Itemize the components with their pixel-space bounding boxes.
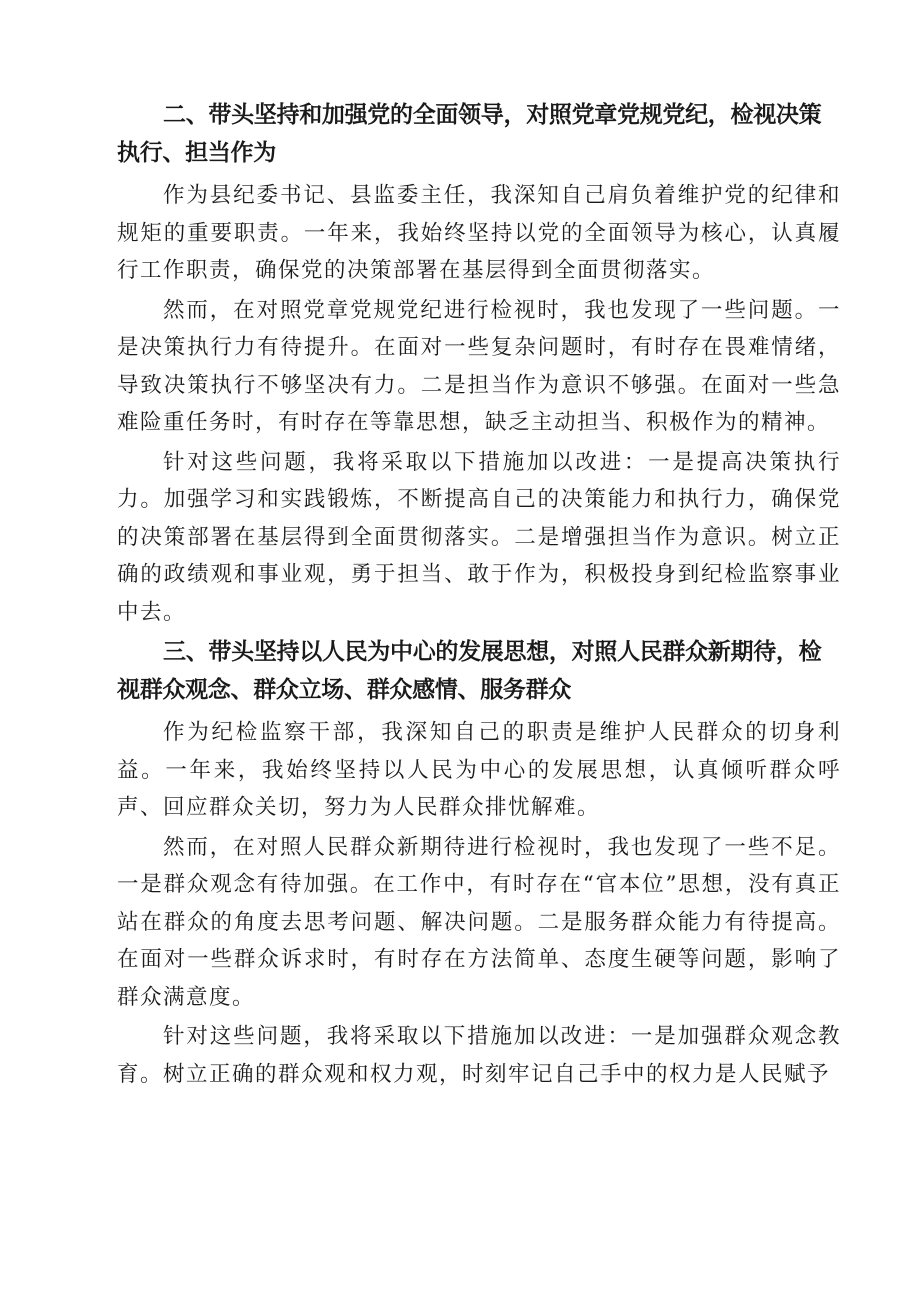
paragraph: 然而，在对照人民群众新期待进行检视时，我也发现了一些不足。一是群众观念有待加强。在工作中，有时存在“官本位”思想，没有真正站在群众的角度去思考问题、解决问题。二是服务群众能力有待提高。在面对一些群众诉求时，有时存在方法简单、态度生硬等问题，影响了群众满意度。 xyxy=(117,834,841,1010)
paragraph: 作为纪检监察干部，我深知自己的职责是维护人民群众的切身利益。一年来，我始终坚持以人民为中心的发展思想，认真倾听群众呼声、回应群众关切，努力为人民群众排忧解难。 xyxy=(117,720,841,820)
section-heading: 二、带头坚持和加强党的全面领导，对照党章党规党纪，检视决策执行、担当作为 xyxy=(117,102,822,166)
section-two xyxy=(117,96,841,631)
section-heading: 三、带头坚持以人民为中心的发展思想，对照人民群众新期待，检视群众观念、群众立场、群众感情、服务群众 xyxy=(117,639,822,703)
paragraph: 针对这些问题，我将采取以下措施加以改进：一是提高决策执行力。加强学习和实践锻炼，不断提高自己的决策能力和执行力，确保党的决策部署在基层得到全面贯彻落实。二是增强担当作为意识。树立正确的政绩观和事业观，勇于担当、敢于作为，积极投身到纪检监察事业中去。 xyxy=(117,449,841,625)
paragraph: 针对这些问题，我将采取以下措施加以改进：一是加强群众观念教育。树立正确的群众观和权力观，时刻牢记自己手中的权力是人民赋予 xyxy=(117,1024,841,1087)
paragraph: 然而，在对照党章党规党纪进行检视时，我也发现了一些问题。一是决策执行力有待提升。在面对一些复杂问题时，有时存在畏难情绪，导致决策执行不够坚决有力。二是担当作为意识不够强。在面对一些急难险重任务时，有时存在等靠思想，缺乏主动担当、积极作为的精神。 xyxy=(117,297,841,435)
paragraph: 作为县纪委书记、县监委主任，我深知自己肩负着维护党的纪律和规矩的重要职责。一年来，我始终坚持以党的全面领导为核心，认真履行工作职责，确保党的决策部署在基层得到全面贯彻落实。 xyxy=(117,183,841,283)
section-three xyxy=(117,633,841,1093)
document-page xyxy=(117,96,841,1095)
